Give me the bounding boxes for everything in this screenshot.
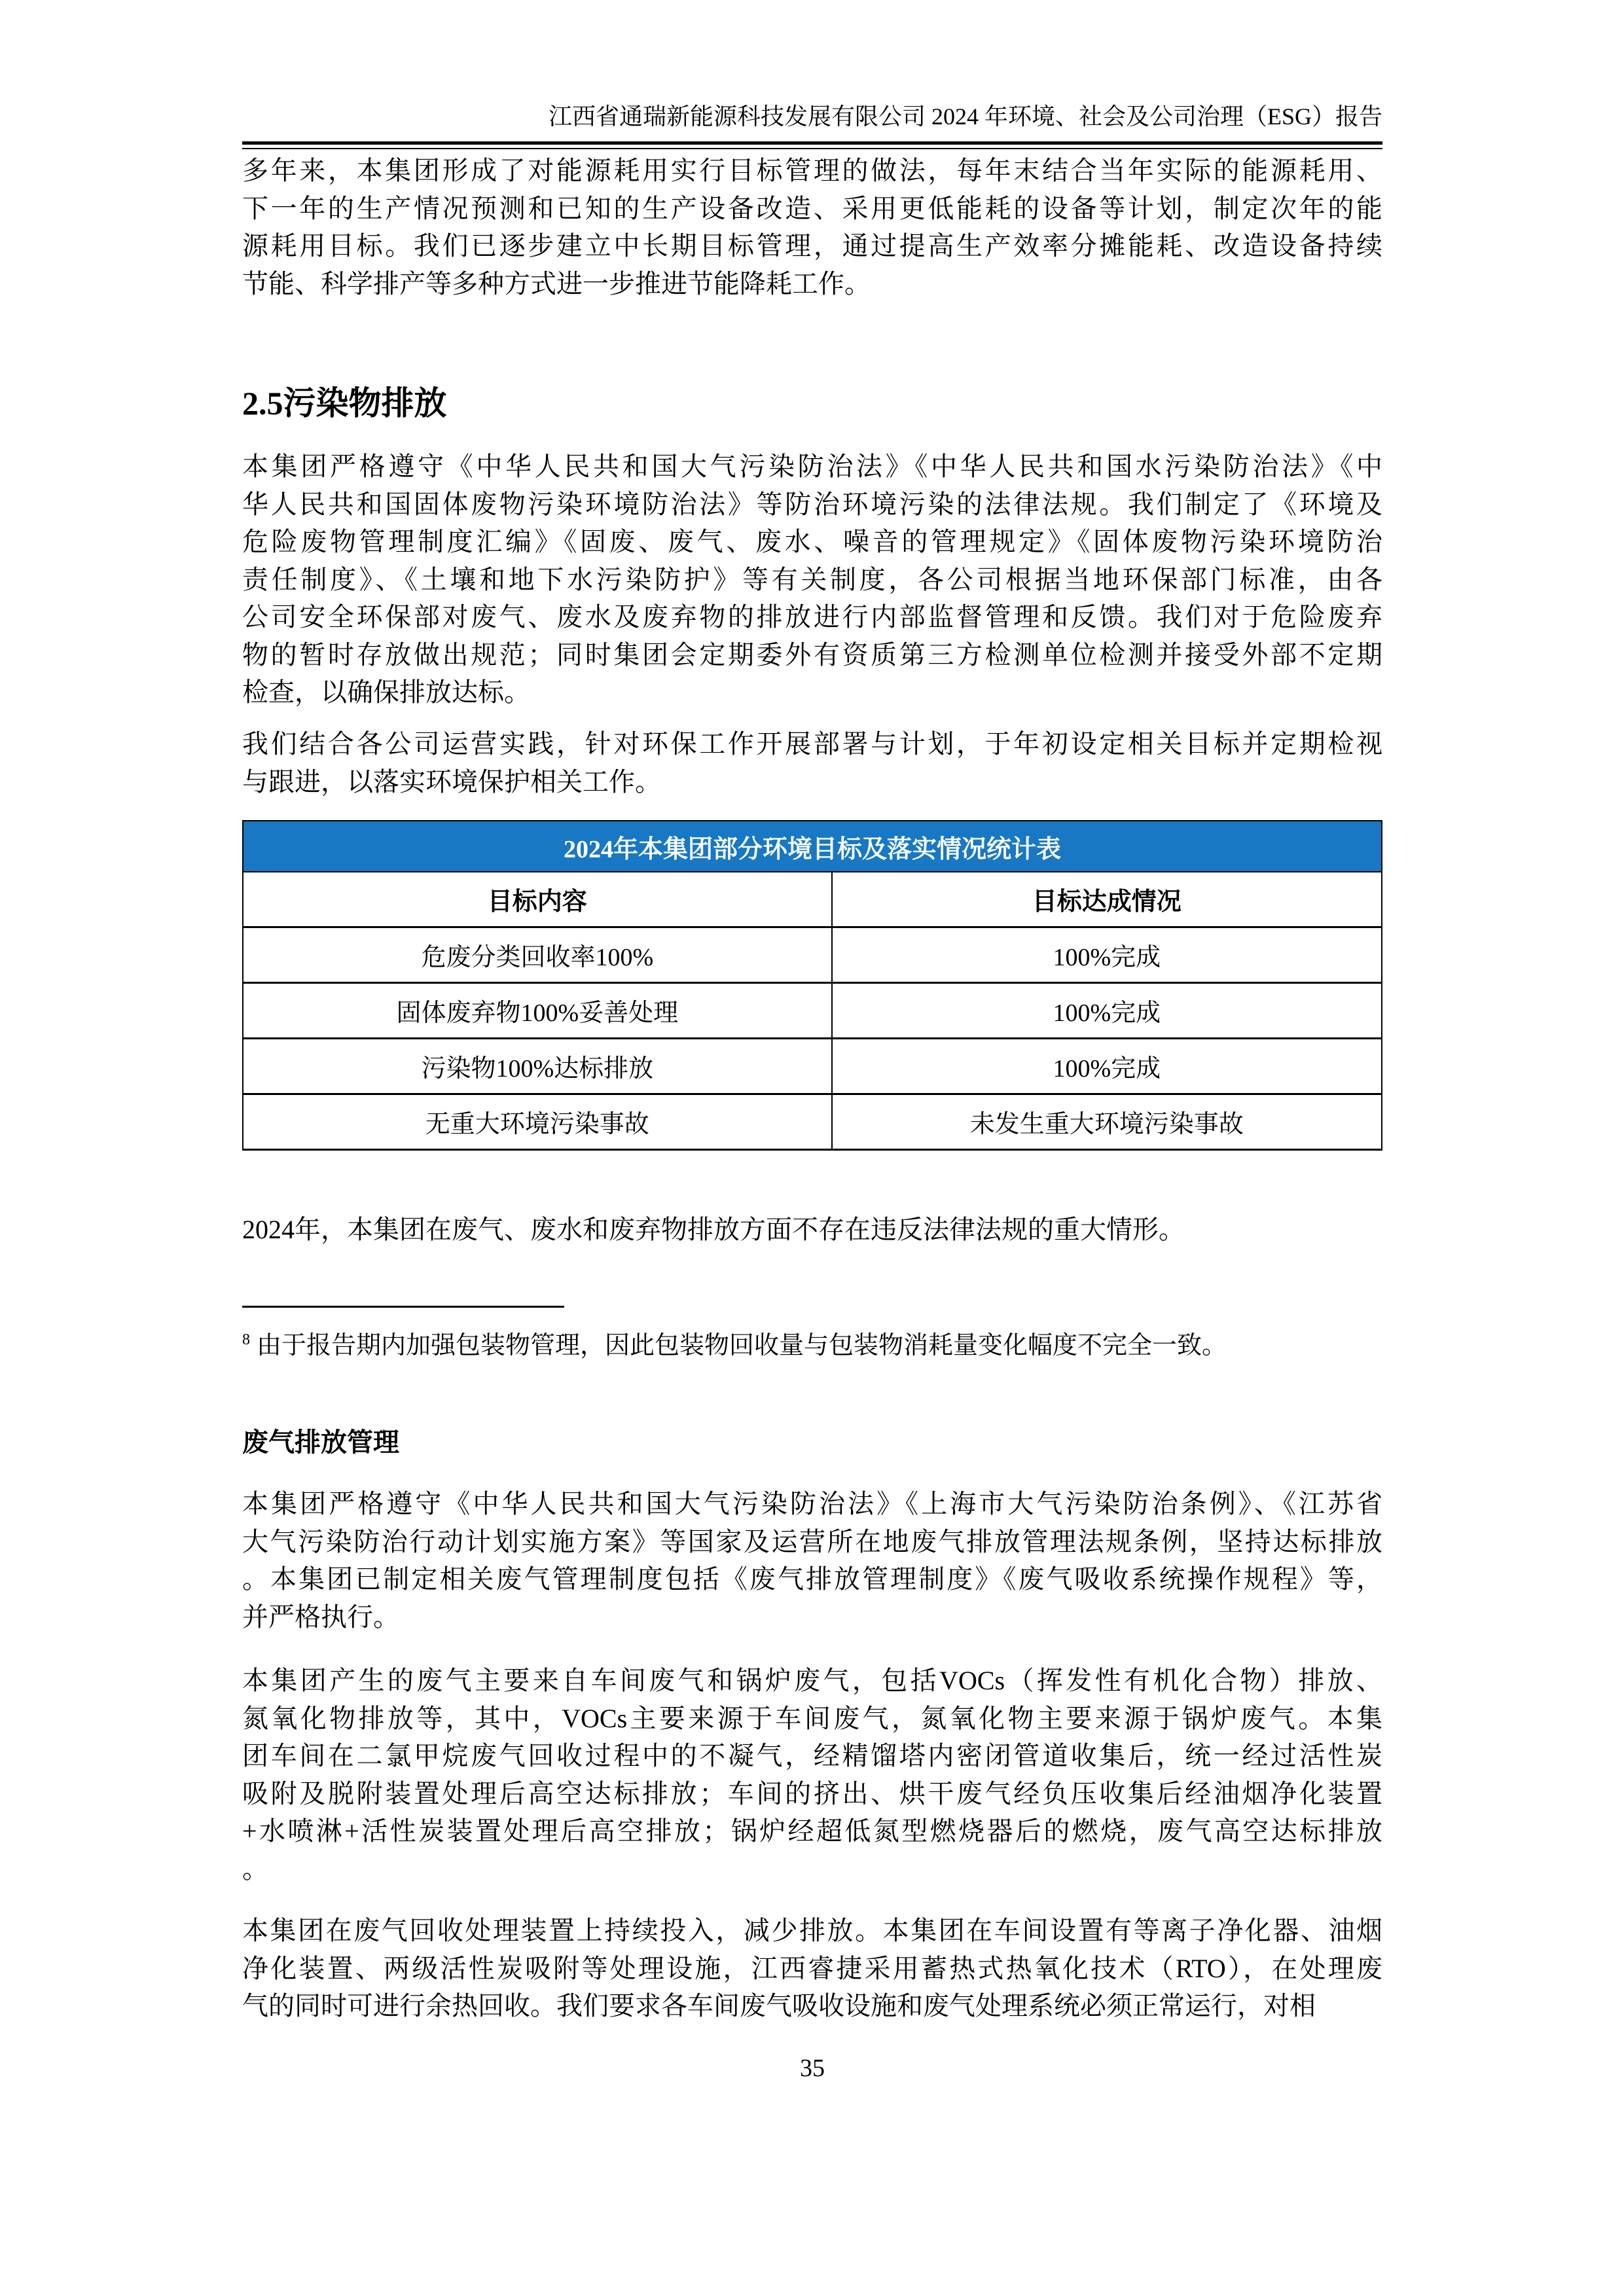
table-row	[243, 1038, 1382, 1094]
text-line: 下一年的生产情况预测和已知的生产设备改造、采用更低能耗的设备等计划，制定次年的能	[242, 193, 1382, 223]
text-line: 我们结合各公司运营实践，针对环保工作开展部署与计划，于年初设定相关目标并定期检视	[242, 729, 1382, 759]
table-cell: 无重大环境污染事故	[243, 1094, 832, 1149]
text-line: 吸附及脱附装置处理后高空达标排放；车间的挤出、烘干废气经负压收集后经油烟净化装置	[242, 1778, 1382, 1808]
header-rule-thick	[242, 141, 1382, 145]
text-line: 责任制度》、《土壤和地下水污染防护》等有关制度，各公司根据当地环保部门标准，由各	[242, 564, 1382, 594]
table-cell: 100%完成	[832, 1038, 1382, 1094]
table-row	[243, 982, 1382, 1038]
table-column-header-row	[243, 872, 1382, 927]
table-body	[243, 927, 1382, 1149]
paragraph-exhaust-sources	[242, 1662, 1382, 1888]
paragraph-legal-compliance	[242, 448, 1382, 711]
environment-targets-table	[242, 820, 1382, 1151]
paragraph-env-planning	[242, 725, 1382, 800]
text-line: 本集团产生的废气主要来自车间废气和锅炉废气，包括VOCs（挥发性有机化合物）排放、	[242, 1666, 1382, 1695]
subheading-exhaust-gas-management: 废气排放管理	[242, 1427, 399, 1457]
text-line: 气的同时可进行余热回收。我们要求各车间废气吸收设施和废气处理系统必须正常运行，对相	[242, 1991, 1316, 2020]
text-line: 。	[242, 1854, 268, 1884]
table-title: 2024年本集团部分环境目标及落实情况统计表	[243, 821, 1382, 872]
text-line: +水喷淋+活性炭装置处理后高空排放；锅炉经超低氮型燃烧器后的燃烧，废气高空达标排放	[242, 1816, 1382, 1846]
text-line: 公司安全环保部对废气、废水及废弃物的排放进行内部监督管理和反馈。我们对于危险废弃	[242, 602, 1382, 632]
table-cell: 危废分类回收率100%	[243, 927, 832, 982]
page-content	[242, 0, 1382, 2296]
table-cell: 100%完成	[832, 982, 1382, 1038]
paragraph-exhaust-regulations	[242, 1485, 1382, 1636]
text-line: 并严格执行。	[242, 1602, 399, 1632]
section-heading-pollutant-emissions: 2.5污染物排放	[242, 385, 447, 422]
table-title-row	[243, 821, 1382, 872]
table-cell: 未发生重大环境污染事故	[832, 1094, 1382, 1149]
text-line: 。本集团已制定相关废气管理制度包括《废气排放管理制度》《废气吸收系统操作规程》等，	[242, 1564, 1382, 1594]
text-line: 源耗用目标。我们已逐步建立中长期目标管理，通过提高生产效率分摊能耗、改造设备持续	[242, 231, 1382, 260]
text-line: 危险废物管理制度汇编》《固废、废气、废水、噪音的管理规定》《固体废物污染环境防治	[242, 527, 1382, 556]
page-number: 35	[800, 2054, 825, 2082]
table-row	[243, 1094, 1382, 1149]
text-line: 2024年，本集团在废气、废水和废弃物排放方面不存在违反法律法规的重大情形。	[242, 1215, 1185, 1244]
paragraph-energy-targets	[242, 152, 1382, 302]
text-line: 检查，以确保排放达标。	[242, 677, 530, 707]
header-rule-thin	[242, 148, 1382, 149]
footnote-marker: 8	[242, 1331, 250, 1349]
text-line: 物的暂时存放做出规范；同时集团会定期委外有资质第三方检测单位检测并接受外部不定期	[242, 639, 1382, 670]
text-line: 团车间在二氯甲烷废气回收过程中的不凝气，经精馏塔内密闭管道收集后，统一经过活性炭	[242, 1741, 1382, 1770]
footnote	[242, 1329, 1382, 1363]
text-line: 氮氧化物排放等，其中，VOCs主要来源于车间废气，氮氧化物主要来源于锅炉废气。本集	[242, 1703, 1382, 1733]
table-cell: 污染物100%达标排放	[243, 1038, 832, 1094]
footnote-text: 由于报告期内加强包装物管理，因此包装物回收量与包装物消耗量变化幅度不完全一致。	[257, 1332, 1227, 1359]
page-header-title: 江西省通瑞新能源科技发展有限公司 2024 年环境、社会及公司治理（ESG）报告	[548, 103, 1382, 130]
text-line: 多年来，本集团形成了对能源耗用实行目标管理的做法，每年末结合当年实际的能源耗用、	[242, 156, 1382, 185]
text-line: 与跟进，以落实环境保护相关工作。	[242, 766, 661, 797]
footnote-separator-rule	[242, 1306, 564, 1308]
text-line: 大气污染防治行动计划实施方案》等国家及运营所在地废气排放管理法规条例，坚持达标排放	[242, 1526, 1382, 1556]
table-cell: 100%完成	[832, 927, 1382, 982]
text-line: 节能、科学排产等多种方式进一步推进节能降耗工作。	[242, 268, 871, 298]
table-cell: 固体废弃物100%妥善处理	[243, 982, 832, 1038]
text-line: 本集团在废气回收处理装置上持续投入，减少排放。本集团在车间设置有等离子净化器、油烟	[242, 1916, 1382, 1945]
paragraph-exhaust-investment	[242, 1912, 1382, 2025]
table-row	[243, 927, 1382, 982]
paragraph-no-violation-2024	[242, 1211, 1382, 1249]
table-col-header-status: 目标达成情况	[832, 872, 1382, 927]
text-line: 本集团严格遵守《中华人民共和国大气污染防治法》《上海市大气污染防治条例》、《江苏省	[242, 1489, 1382, 1518]
text-line: 净化装置、两级活性炭吸附等处理设施，江西睿捷采用蓄热式热氧化技术（RTO），在处理废	[242, 1953, 1382, 1983]
text-line: 本集团严格遵守《中华人民共和国大气污染防治法》《中华人民共和国水污染防治法》《中	[242, 452, 1382, 481]
text-line: 华人民共和国固体废物污染环境防治法》等防治环境污染的法律法规。我们制定了《环境及	[242, 489, 1382, 519]
table-col-header-target: 目标内容	[243, 872, 832, 927]
